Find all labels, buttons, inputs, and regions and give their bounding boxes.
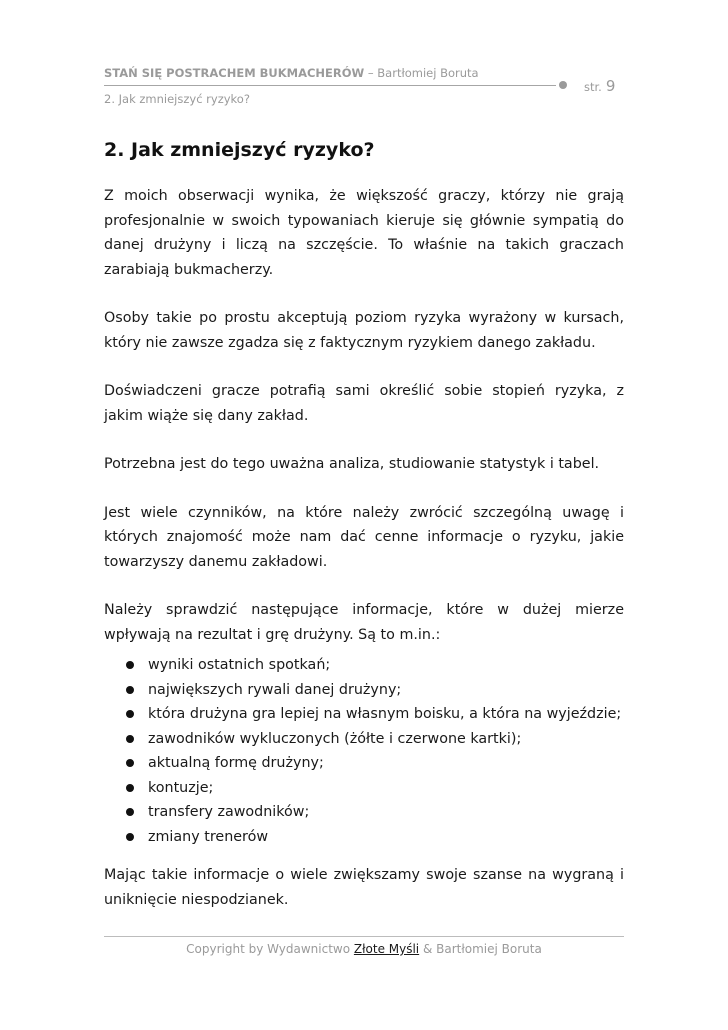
bullet-icon	[126, 686, 134, 694]
main-content	[104, 136, 624, 936]
page-number-value: 9	[605, 77, 616, 95]
paragraph: Jest wiele czynników, na które należy zwrócić szczególną uwagę i których znajomość może nam dać cenne informacje o ryzyku, jakie towarzyszy danemu zakładowi.	[104, 504, 624, 570]
list-item	[104, 702, 624, 727]
list-item	[104, 800, 624, 825]
list-item	[104, 751, 624, 776]
list-item	[104, 678, 624, 703]
footer-ampersand: &	[419, 942, 437, 956]
bullet-icon	[126, 833, 134, 841]
page-header	[104, 66, 626, 110]
page-number	[584, 76, 615, 95]
list-item-text: kontuzje;	[148, 779, 214, 796]
list-item-text: zmiany trenerów	[148, 828, 269, 845]
paragraph: Doświadczeni gracze potrafią sami określić sobie stopień ryzyka, z jakim wiąże się dany zakład.	[104, 383, 624, 424]
copyright-text: Copyright by Wydawnictwo	[186, 942, 354, 956]
paragraph: Osoby takie po prostu akceptują poziom ryzyka wyrażony w kursach, który nie zawsze zgadza się z faktycznym ryzykiem danego zakładu.	[104, 310, 624, 351]
list-item	[104, 776, 624, 801]
paragraph: Należy sprawdzić następujące informacje, które w dużej mierze wpływają na rezultat i grę drużyny. Są to m.in.:	[104, 602, 624, 643]
list-item-text: zawodników wykluczonych (żółte i czerwone kartki);	[148, 730, 522, 747]
publisher-link[interactable]: Złote Myśli	[353, 942, 420, 956]
paragraph: Potrzebna jest do tego uważna analiza, studiowanie statystyk i tabel.	[104, 456, 600, 472]
page-label: str.	[584, 80, 602, 94]
list-item-text: która drużyna gra lepiej na własnym boisku, a która na wyjeździe;	[148, 706, 622, 722]
bullet-dot-icon	[559, 81, 567, 89]
list-item	[104, 825, 624, 850]
list-item-text: wyniki ostatnich spotkań;	[148, 657, 331, 673]
header-separator: –	[364, 66, 378, 80]
header-title	[104, 66, 479, 80]
list-item-text: największych rywali danej drużyny;	[148, 681, 402, 698]
paragraph: Z moich obserwacji wynika, że większość graczy, którzy nie grają profesjonalnie w swoich typowaniach kieruje się głównie sympatią do danej drużyny i liczą na szczęście. To właśnie na takich graczach zarabiają bukmacherzy.	[104, 188, 624, 278]
page-footer	[104, 942, 624, 956]
footer-rule	[104, 936, 624, 937]
header-rule	[104, 85, 556, 86]
list-item-text: transfery zawodników;	[148, 804, 310, 820]
footer-author: Bartłomiej Boruta	[436, 942, 542, 956]
list-item-text: aktualną formę drużyny;	[148, 755, 324, 771]
section-heading: 2. Jak zmniejszyć ryzyko?	[104, 139, 375, 161]
bullet-list	[104, 653, 624, 849]
book-title: STAŃ SIĘ POSTRACHEM BUKMACHERÓW	[104, 66, 365, 80]
bullet-icon	[126, 710, 134, 718]
list-item	[104, 653, 624, 678]
bullet-icon	[126, 808, 134, 816]
list-item	[104, 727, 624, 752]
bullet-icon	[126, 661, 134, 669]
closing-paragraph: Mając takie informacje o wiele zwiększamy swoje szanse na wygraną i uniknięcie niespodzianek.	[104, 867, 624, 908]
bullet-icon	[126, 784, 134, 792]
bullet-icon	[126, 759, 134, 767]
header-author: Bartłomiej Boruta	[377, 66, 479, 80]
header-section: 2. Jak zmniejszyć ryzyko?	[104, 92, 250, 106]
bullet-icon	[126, 735, 134, 743]
